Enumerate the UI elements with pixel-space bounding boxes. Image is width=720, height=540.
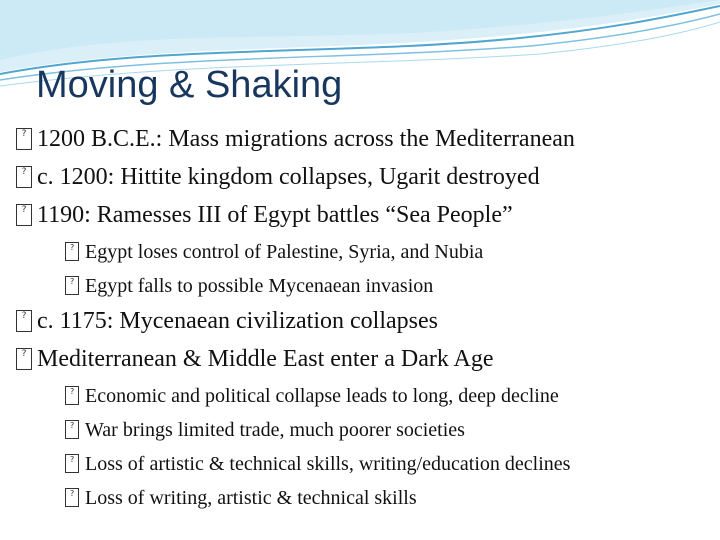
slide-title: Moving & Shaking — [36, 64, 343, 106]
bullet-list — [16, 122, 716, 516]
missing-glyph-icon: ? — [16, 204, 32, 226]
bullet-item — [16, 160, 716, 198]
missing-glyph-icon: ? — [65, 454, 79, 473]
bullet-item — [16, 236, 716, 270]
missing-glyph-icon: ? — [65, 420, 79, 439]
bullet-item — [16, 304, 716, 342]
bullet-item — [16, 448, 716, 482]
missing-glyph-icon: ? — [16, 166, 32, 188]
bullet-item — [16, 482, 716, 516]
missing-glyph-icon: ? — [65, 276, 79, 295]
bullet-item — [16, 342, 716, 380]
bullet-text: c. 1175: Mycenaean civilization collapses — [37, 308, 438, 334]
missing-glyph-icon: ? — [16, 128, 32, 150]
bullet-text: Economic and political collapse leads to long, deep decline — [85, 385, 559, 407]
bullet-text: Loss of artistic & technical skills, writing/education declines — [85, 453, 571, 475]
missing-glyph-icon: ? — [65, 242, 79, 261]
bullet-item — [16, 270, 716, 304]
missing-glyph-icon: ? — [16, 348, 32, 370]
bullet-item — [16, 380, 716, 414]
bullet-text: Loss of writing, artistic & technical skills — [85, 487, 417, 509]
bullet-text: Egypt loses control of Palestine, Syria, and Nubia — [85, 241, 484, 263]
bullet-text: Egypt falls to possible Mycenaean invasion — [85, 275, 434, 297]
bullet-text: 1190: Ramesses III of Egypt battles “Sea People” — [37, 202, 513, 228]
bullet-text: Mediterranean & Middle East enter a Dark Age — [37, 346, 494, 372]
bullet-item — [16, 198, 716, 236]
missing-glyph-icon: ? — [16, 310, 32, 332]
bullet-item — [16, 122, 716, 160]
missing-glyph-icon: ? — [65, 386, 79, 405]
bullet-item — [16, 414, 716, 448]
bullet-text: 1200 B.C.E.: Mass migrations across the Mediterranean — [37, 126, 575, 152]
missing-glyph-icon: ? — [65, 488, 79, 507]
bullet-text: c. 1200: Hittite kingdom collapses, Ugarit destroyed — [37, 164, 540, 190]
bullet-text: War brings limited trade, much poorer societies — [85, 419, 465, 441]
